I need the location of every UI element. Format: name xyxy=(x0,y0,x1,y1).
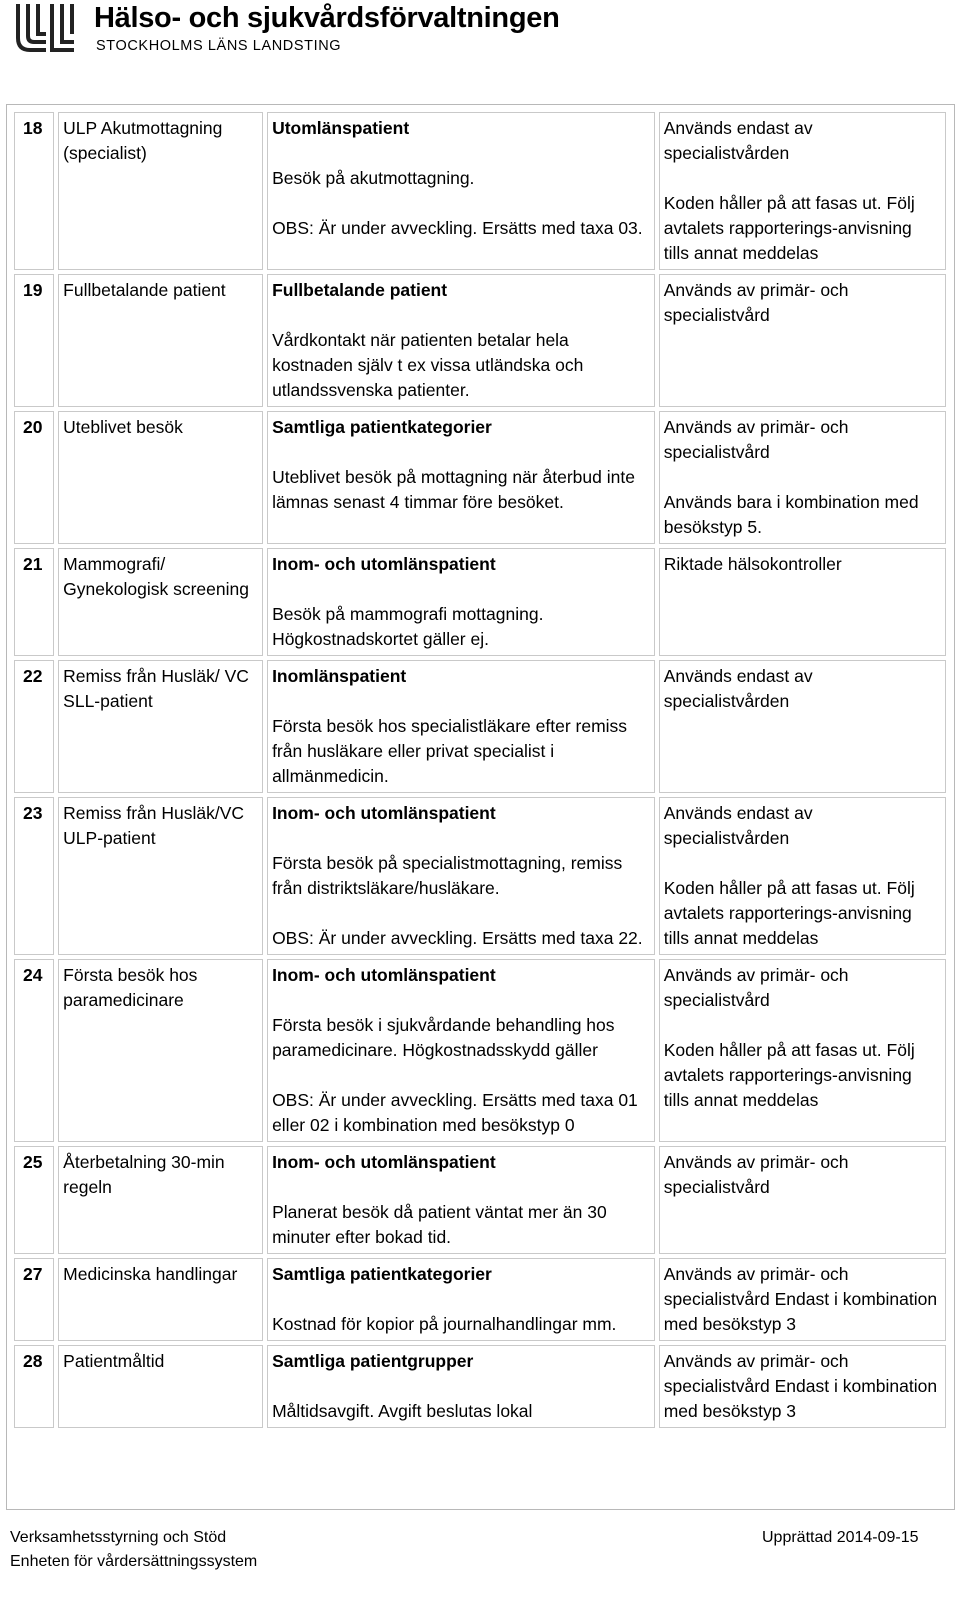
footer-unit: Enheten för vårdersättningssystem xyxy=(10,1553,258,1570)
patient-category: Samtliga patientgrupper xyxy=(272,1351,474,1371)
county-logo-icon xyxy=(12,2,80,54)
visit-name: Första besök hos paramedicinare xyxy=(58,959,263,1142)
description-text: Besök på mammografi mottagning. Högkostnadskortet gäller ej. xyxy=(272,604,544,649)
visit-name: Fullbetalande patient xyxy=(58,274,263,407)
visit-code: 25 xyxy=(14,1146,54,1254)
table-row xyxy=(14,548,946,656)
visit-description-cell xyxy=(267,112,655,270)
table-row xyxy=(14,1345,946,1428)
footer-left xyxy=(10,1526,257,1574)
org-name: Hälso- och sjukvårdsförvaltningen xyxy=(94,2,560,34)
usage-text: Används bara i kombination med besökstyp 5. xyxy=(663,492,919,537)
usage-text: Koden håller på att fasas ut. Följ avtalets rapporterings-anvisning tills annat meddelas xyxy=(663,1040,915,1110)
description-text: Första besök på specialistmottagning, remiss från distriktsläkare/husläkare. xyxy=(272,853,623,898)
description-text: Uteblivet besök på mottagning när återbud inte lämnas senast 4 timmar före besöket. xyxy=(272,467,635,512)
patient-category: Samtliga patientkategorier xyxy=(272,1264,492,1284)
patient-category: Fullbetalande patient xyxy=(272,280,448,300)
visit-code: 24 xyxy=(14,959,54,1142)
description-text: OBS: Är under avveckling. Ersätts med taxa 03. xyxy=(272,218,643,238)
usage-cell xyxy=(659,411,946,544)
visit-name: Patientmåltid xyxy=(58,1345,263,1428)
usage-cell xyxy=(659,548,946,656)
table-row xyxy=(14,112,946,270)
table-row xyxy=(14,1146,946,1254)
usage-text: Används endast av specialistvården xyxy=(663,118,813,163)
visit-description-cell xyxy=(267,1345,655,1428)
usage-cell xyxy=(659,274,946,407)
usage-cell xyxy=(659,1345,946,1428)
visit-name: Uteblivet besök xyxy=(58,411,263,544)
description-text: Besök på akutmottagning. xyxy=(272,168,475,188)
org-subtitle: STOCKHOLMS LÄNS LANDSTING xyxy=(96,38,342,54)
usage-text: Används endast av specialistvården xyxy=(663,803,813,848)
patient-category: Inom- och utomlänspatient xyxy=(272,965,496,985)
usage-cell xyxy=(659,959,946,1142)
visit-code: 19 xyxy=(14,274,54,407)
visit-description-cell xyxy=(267,959,655,1142)
visit-code: 22 xyxy=(14,660,54,793)
patient-category: Samtliga patientkategorier xyxy=(272,417,492,437)
patient-category: Inom- och utomlänspatient xyxy=(272,554,496,574)
usage-text: Koden håller på att fasas ut. Följ avtalets rapporterings-anvisning tills annat meddelas xyxy=(663,878,915,948)
usage-text: Används endast av specialistvården xyxy=(663,666,813,711)
visit-description-cell xyxy=(267,660,655,793)
description-text: Vårdkontakt när patienten betalar hela kostnaden själv t ex vissa utländska och utlandssvenska patienter. xyxy=(272,330,584,400)
usage-cell xyxy=(659,797,946,955)
usage-text: Koden håller på att fasas ut. Följ avtalets rapporterings-anvisning tills annat meddelas xyxy=(663,193,915,263)
usage-cell xyxy=(659,1146,946,1254)
visit-code: 18 xyxy=(14,112,54,270)
table-row xyxy=(14,959,946,1142)
footer-department: Verksamhetsstyrning och Stöd xyxy=(10,1529,227,1546)
usage-text: Används av primär- och specialistvård xyxy=(663,965,849,1010)
description-text: OBS: Är under avveckling. Ersätts med taxa 01 eller 02 i kombination med besökstyp 0 xyxy=(272,1090,638,1135)
description-text: Kostnad för kopior på journalhandlingar mm. xyxy=(272,1314,617,1334)
visit-description-cell xyxy=(267,411,655,544)
visit-name: Remiss från Husläk/VC ULP-patient xyxy=(58,797,263,955)
visit-description-cell xyxy=(267,548,655,656)
visit-name: Remiss från Husläk/ VC SLL-patient xyxy=(58,660,263,793)
patient-category: Utomlänspatient xyxy=(272,118,410,138)
visit-description-cell xyxy=(267,797,655,955)
visit-code: 28 xyxy=(14,1345,54,1428)
visit-code: 27 xyxy=(14,1258,54,1341)
visit-name: Mammografi/ Gynekologisk screening xyxy=(58,548,263,656)
table-row xyxy=(14,411,946,544)
description-text: Första besök hos specialistläkare efter remiss från husläkare eller privat specialist i allmänmedicin. xyxy=(272,716,628,786)
usage-text: Används av primär- och specialistvård Endast i kombination med besökstyp 3 xyxy=(663,1264,938,1334)
description-text: Första besök i sjukvårdande behandling hos paramedicinare. Högkostnadsskydd gäller xyxy=(272,1015,615,1060)
visit-types-table xyxy=(10,108,950,1432)
patient-category: Inomlänspatient xyxy=(272,666,407,686)
usage-text: Riktade hälsokontroller xyxy=(663,554,842,574)
table-row xyxy=(14,797,946,955)
usage-cell xyxy=(659,1258,946,1341)
footer-date: Upprättad 2014-09-15 xyxy=(762,1529,919,1546)
patient-category: Inom- och utomlänspatient xyxy=(272,1152,496,1172)
visit-code: 23 xyxy=(14,797,54,955)
description-text: OBS: Är under avveckling. Ersätts med taxa 22. xyxy=(272,928,643,948)
header xyxy=(12,0,632,60)
table-row xyxy=(14,274,946,407)
usage-text: Används av primär- och specialistvård xyxy=(663,1152,849,1197)
visit-code: 21 xyxy=(14,548,54,656)
usage-cell xyxy=(659,660,946,793)
usage-cell xyxy=(659,112,946,270)
visit-description-cell xyxy=(267,1258,655,1341)
visit-code: 20 xyxy=(14,411,54,544)
visit-name: Medicinska handlingar xyxy=(58,1258,263,1341)
usage-text: Används av primär- och specialistvård xyxy=(663,280,849,325)
description-text: Måltidsavgift. Avgift beslutas lokal xyxy=(272,1401,533,1421)
patient-category: Inom- och utomlänspatient xyxy=(272,803,496,823)
visit-name: Återbetalning 30-min regeln xyxy=(58,1146,263,1254)
visit-description-cell xyxy=(267,1146,655,1254)
table-row xyxy=(14,660,946,793)
usage-text: Används av primär- och specialistvård xyxy=(663,417,849,462)
table-row xyxy=(14,1258,946,1341)
visit-description-cell xyxy=(267,274,655,407)
description-text: Planerat besök då patient väntat mer än 30 minuter efter bokad tid. xyxy=(272,1202,607,1247)
usage-text: Används av primär- och specialistvård Endast i kombination med besökstyp 3 xyxy=(663,1351,938,1421)
visit-name: ULP Akutmottagning (specialist) xyxy=(58,112,263,270)
